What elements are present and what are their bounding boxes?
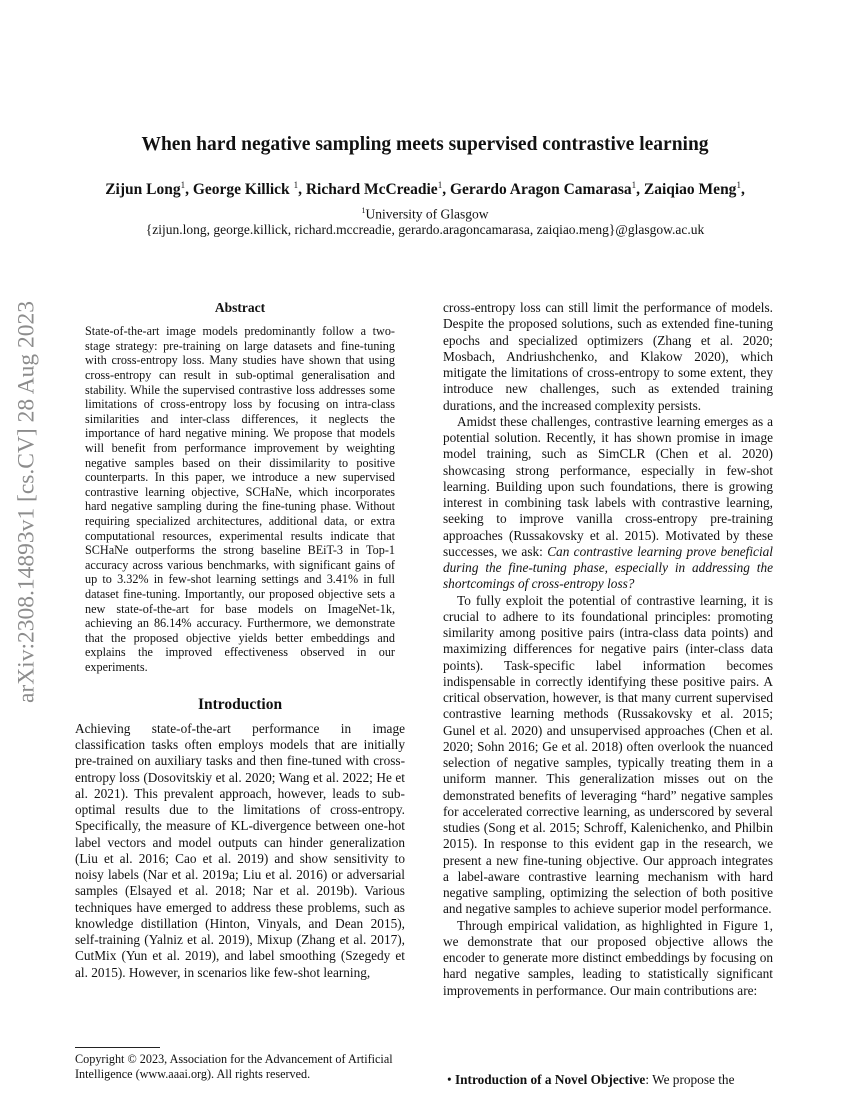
author-name: Zaiqiao Meng [643, 181, 737, 199]
body-paragraph-text: Amidst these challenges, contrastive learning emerges as a potential solution. Recently, it has shown promise in image model training, such as SimCLR (Chen et al. 2020) showcasing strong performance, especially in few-shot learning. Building upon such foundations, there is growing interest in combining task labels with contrastive learning, seeking to improve vanilla cross-entropy pre-training approaches (Russakovsky et al. 2015). Motivated by these successes, we ask: [443, 413, 773, 559]
author-separator: , [740, 181, 745, 199]
author-name: Richard McCreadie [305, 181, 438, 199]
introduction-heading: Introduction [197, 695, 283, 713]
author-separator: , [636, 181, 644, 199]
arxiv-identifier [2, 292, 52, 712]
abstract-text: State-of-the-art image models predominantly follow a two-stage strategy: pre-training on large datasets and fine-tuning with cross-entropy loss. Many studies have shown that using cross-entropy can result in sub-optimal generalisation and stability. While the supervised contrastive loss addresses some limitations of cross-entropy loss by focusing on intra-class similarities and inter-class differences, it neglects the importance of hard negative mining. We propose that models will benefit from performance improvement by weighting negative samples based on their dissimilarity to positive counterparts. In this paper, we introduce a new supervised contrastive learning objective, SCHaNe, which incorporates hard negative sampling during the fine-tuning phase. Without requiring specialized architectures, additional data, or extra computational resources, experimental results indicate that SCHaNe outperforms the strong baseline BEiT-3 in Top-1 accuracy across various benchmarks, with significant gains of up to 3.32% in few-shot learning settings and 3.41% in full dataset fine-tuning. Importantly, our proposed objective sets a new state-of-the-art for base models on ImageNet-1k, achieving an 86.14% accuracy. Furthermore, we demonstrate that the proposed objective yields better embeddings and explains the improved effectiveness observed in our experiments. [85, 324, 395, 674]
research-question: Can contrastive learning prove beneficial during the fine-tuning phase, especially in addressing the shortcomings of cross-entropy loss? [443, 543, 773, 592]
affiliation [60, 206, 790, 223]
arxiv-identifier-text: arXiv:2308.14893v1 [cs.CV] 28 Aug 2023 [13, 300, 40, 704]
author-list [60, 180, 790, 199]
author-separator: , [442, 181, 450, 199]
introduction-paragraph: Achieving state-of-the-art performance in image classification tasks often employs models that are initially pre-trained on auxiliary tasks and then fine-tuned with cross-entropy loss (Dosovitskiy et al. 2020; Wang et al. 2022; He et al. 2021). This prevalent approach, however, leads to sub-optimal results due to the limitations of cross-entropy. Specifically, the measure of KL-divergence between one-hot label vectors and model outputs can hinder generalization (Liu et al. 2016; Cao et al. 2019) and show sensitivity to noisy labels (Nar et al. 2019a; Liu et al. 2016) or adversarial samples (Elsayed et al. 2018; Nar et al. 2019b). Various techniques have emerged to address these problems, such as knowledge distillation (Hinton, Vinyals, and Dean 2015), self-training (Yalniz et al. 2019), Mixup (Zhang et al. 2017), CutMix (Yun et al. 2019), and label smoothing (Szegedy et al. 2015). However, in scenarios like few-shot learning, [75, 720, 405, 980]
author-affil-mark: 1 [180, 180, 186, 190]
bullet-bold-lead: Introduction of a Novel Objective [454, 1072, 646, 1087]
left-column [75, 300, 405, 981]
author-name: George Killick [192, 181, 294, 199]
body-paragraph: Through empirical validation, as highlighted in Figure 1, we demonstrate that our proposed objective allows the encoder to generate more distinct embeddings by focusing on hard negative samples, leading to statistically significant improvements in performance. Our main contributions are: [443, 917, 773, 998]
author-affil-mark: 1 [293, 180, 299, 190]
affiliation-mark: 1 [361, 206, 366, 215]
body-paragraph [443, 414, 773, 593]
body-paragraph: To fully exploit the potential of contrastive learning, it is crucial to adhere to its foundational principles: promoting similarity among positive pairs (intra-class data points) and maximizing differences for negative pairs (inter-class data points). Task-specific label information becomes indispensable in correctly identifying these positive pairs. A critical observation, however, is that many current supervised contrastive learning methods (Russakovsky et al. 2015; Gunel et al. 2020) and unsupervised approaches (Chen et al. 2020; Sohn 2016; Ge et al. 2018) often overlook the nuanced selection of negative samples, typically treating them in a uniform manner. This generalization misses out on the demonstrated benefits of leveraging “hard” negative samples for accelerated corrective learning, as underscored by several studies (Song et al. 2015; Schroff, Kalenichenko, and Philbin 2015). In response to this evident gap in the research, we present a new fine-tuning objective. Our approach integrates a label-aware contrastive learning mechanism with hard negative sampling, optimizing the selection of both positive and negative samples to achieve superior model performance. [443, 592, 773, 917]
bullet-text: : We propose the [645, 1072, 735, 1087]
body-paragraph: cross-entropy loss can still limit the performance of models. Despite the proposed solutions, such as extended fine-tuning epochs and specialized optimizers (Zhang et al. 2020; Mosbach, Andriushchenko, and Klakow 2020), which mitigate the limitations of cross-entropy to some extent, they introduce new challenges, such as extended training durations, and the increased complexity persists. [443, 300, 773, 413]
copyright-notice: Copyright © 2023, Association for the Advancement of Artificial Intelligence (www.aaai.org). All rights reserved. [75, 1052, 393, 1081]
author-affil-mark: 1 [736, 180, 741, 190]
contribution-bullet [447, 1072, 773, 1088]
author-separator: , [298, 181, 306, 199]
affiliation-name: University of Glasgow [365, 206, 489, 222]
abstract-heading: Abstract [214, 300, 266, 315]
author-name: Zijun Long [105, 181, 181, 199]
author-separator: , [185, 181, 193, 199]
right-column [443, 300, 773, 999]
author-affil-mark: 1 [631, 180, 637, 190]
author-emails: {zijun.long, george.killick, richard.mccreadie, gerardo.aragoncamarasa, zaiqiao.meng}@glasgow.ac.uk [145, 222, 705, 237]
author-affil-mark: 1 [437, 180, 443, 190]
author-name: Gerardo Aragon Camarasa [449, 181, 632, 199]
bullet-icon: • [447, 1072, 452, 1087]
paper-title: When hard negative sampling meets supervised contrastive learning [141, 134, 709, 155]
footnote-rule [75, 1047, 160, 1048]
